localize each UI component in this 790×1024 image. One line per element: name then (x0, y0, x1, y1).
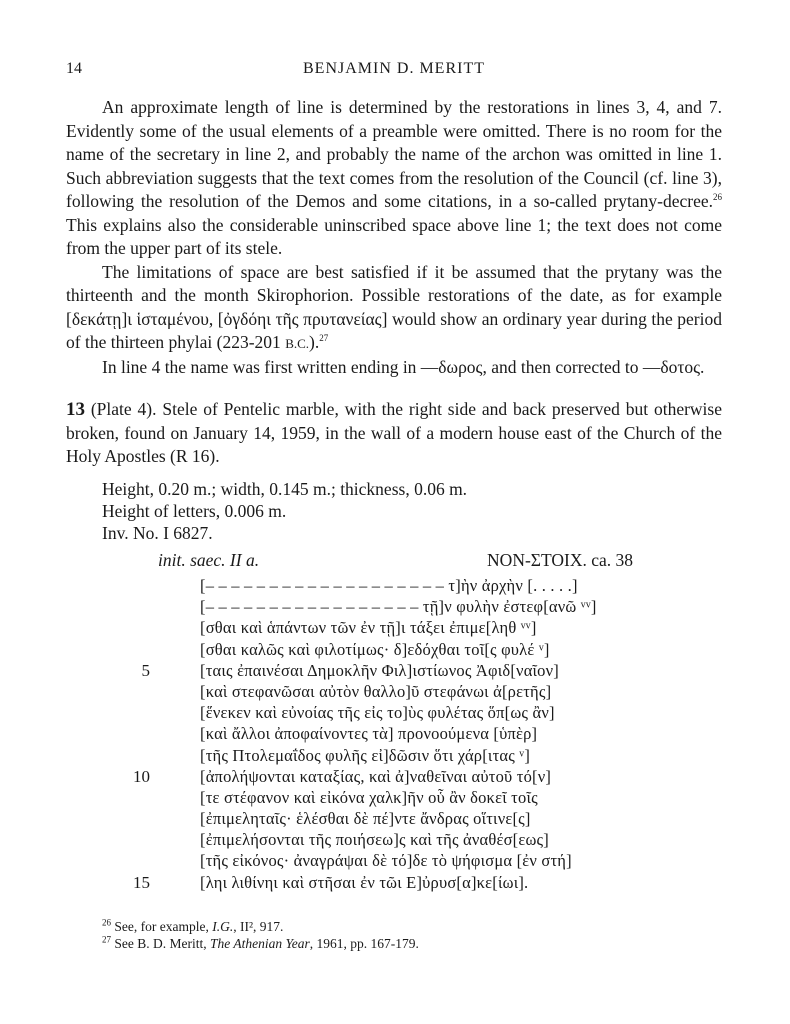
line-number: 5 (141, 660, 150, 680)
inscription-line (133, 766, 678, 787)
inscription-style: NON-ΣΤΟΙΧ. ca. 38 (487, 550, 633, 570)
line-text: [τε στέφανον καὶ εἰκόνα χαλκ]ῆν οὗ ἂν δοκεῖ τοῖς (200, 787, 538, 807)
footnotes (102, 918, 419, 952)
footnote-ref-27[interactable]: 27 (319, 333, 329, 344)
footnote-27: $^{27}$ See B. D. Meritt, The Athenian Year, 1961, pp. 167-179. (102, 934, 419, 951)
line-text: [καὶ στεφανῶσαι αὐτὸν θαλλο]ῦ στεφάνωι ἀ[ρετῆς] (200, 681, 552, 701)
section-13 (66, 398, 722, 469)
page-number: 14 (66, 60, 82, 77)
inscription-line (158, 808, 678, 829)
paragraph-2: The limitations of space are best satisfied if it be assumed that the prytany was the thirteenth and the month Skirophorion. Possible restorations of the date, as for example [δεκάτῃ]ι ἱσταμένου, [ὀγδόηι τῆς πρυτανείας] would show an ordinary year during the period of the thirteen phylai (223-201 B.C.).$^{27}$ (66, 261, 722, 352)
inscription-line (158, 681, 678, 702)
line-text: [τῆς εἰκόνος· ἀναγράψαι δὲ τό]δε τὸ ψήφισμα [ἐν στή] (200, 851, 572, 871)
inscription-line (158, 575, 678, 596)
line-text: [τῆς Πτολεμαΐδος φυλῆς εἰ]δῶσιν ὅτι χάρ[ιτας ᵛ] (200, 745, 531, 765)
line-text: [– – – – – – – – – – – – – – – – – τῇ]ν φυλὴν ἐστεφ[ανῶ ᵛᵛ] (200, 597, 597, 617)
line-text: [ἐπιμεληταῖς· ἑλέσθαι δὲ πέ]ντε ἄνδρας οἵτινε[ς] (200, 809, 531, 829)
inscription-line (158, 617, 678, 638)
footnote-ref-26[interactable]: 26 (713, 192, 722, 203)
line-text: [ταις ἐπαινέσαι Δημοκλῆν Φιλ]ιστίωνος Ἀφιδ[ναῖον] (200, 660, 559, 680)
line-text: [ἐπιμελήσονται τῆς ποιήσεω]ς καὶ τῆς ἀναθέσ[εως] (200, 830, 549, 850)
commentary (66, 96, 722, 379)
inscription-line (141, 660, 678, 681)
paragraph-1: An approximate length of line is determined by the restorations in lines 3, 4, and 7. Evidently some of the usual elements of a preamble were omitted. There is no room for the name of the secretary in line 2, and probably the name of the archon was omitted in line 1. Such abbreviation suggests that the text comes from the resolution of the Council (cf. line 3), following the resolution of the Demos and some citations, in a so-called prytany-decree.$^{26}$ This explains also the considerable uninscribed space above line 1; the text does not come from the upper part of its stele. (66, 97, 722, 258)
inscription-line (158, 702, 678, 723)
inscription-line (158, 829, 678, 850)
inscription-line (158, 596, 678, 617)
inscription-date: init. saec. II a. (158, 550, 260, 570)
line-text: [καὶ ἄλλοι ἀποφαίνοντες τὰ] προνοούμενα [ὑπὲρ] (200, 724, 538, 744)
section-number: 13 (66, 399, 85, 420)
inscription-heading (158, 550, 633, 574)
inscription-line (158, 745, 678, 766)
line-number: 10 (133, 766, 150, 786)
stone-measurements (102, 478, 467, 544)
inscription-line (133, 872, 678, 893)
page-header (66, 60, 722, 84)
line-text: [σθαι καὶ ἁπάντων τῶν ἐν τῇ]ι τάξει ἐπιμε[ληθ ᵛᵛ] (200, 618, 537, 638)
paragraph-3: In line 4 the name was first written ending in —δωρος, and then corrected to —δοτος. (102, 356, 705, 377)
line-text: [ἕνεκεν καὶ εὐνοίας τῆς εἰς το]ὺς φυλέτας ὅπ[ως ἂν] (200, 703, 555, 723)
section-description: (Plate 4). Stele of Pentelic marble, with the right side and back preserved but otherwise broken, found on January 14, 1959, in the wall of a modern house east of the Church of the Holy Apostles (R 16). (66, 399, 722, 466)
line-number: 15 (133, 872, 150, 892)
footnote-26: $^{26}$ See, for example, I.G., II², 917. (102, 917, 284, 934)
dimensions: Height, 0.20 m.; width, 0.145 m.; thickness, 0.06 m. (102, 479, 468, 499)
inscription-text (133, 575, 678, 893)
inscription-line (158, 723, 678, 744)
inventory-number: Inv. No. I 6827. (102, 523, 213, 543)
inscription-line (158, 639, 678, 660)
inscription-line (158, 787, 678, 808)
inscription-line (158, 850, 678, 871)
line-text: [ληι λιθίνηι καὶ στῆσαι ἐν τῶι Ε]ὐρυσ[α]κε[ίωι]. (200, 872, 529, 892)
letter-height: Height of letters, 0.006 m. (102, 501, 287, 521)
running-head: BENJAMIN D. MERITT (303, 60, 485, 77)
line-text: [σθαι καλῶς καὶ φιλοτίμως· δ]εδόχθαι τοῖ[ς φυλέ ᵛ] (200, 639, 550, 659)
line-text: [– – – – – – – – – – – – – – – – – – – τ]ὴν ἀρχὴν [. . . . .] (200, 576, 578, 595)
line-text: [ἀπολήψονται καταξίας, καὶ ἀ]ναθεῖναι αὐτοῦ τό[ν] (200, 766, 552, 786)
